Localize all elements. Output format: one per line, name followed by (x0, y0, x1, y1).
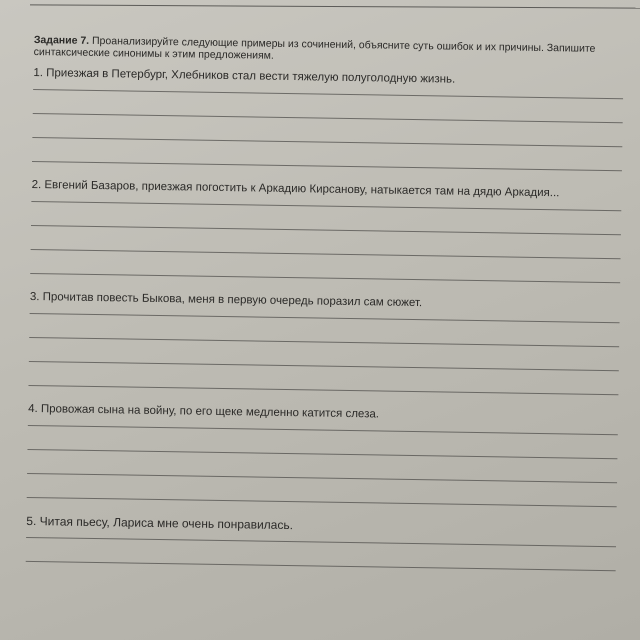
writing-line (29, 337, 619, 347)
exercise-item-4 (27, 402, 618, 507)
task-heading (34, 34, 624, 67)
exercise-item-5 (26, 514, 617, 571)
task-content (26, 34, 624, 571)
writing-line (27, 473, 617, 483)
task-instruction: Проанализируйте следующие примеры из сочинений, объясните суть ошибок и их причины. Запишите синтаксические синонимы к этим предложениям. (33, 34, 596, 62)
writing-line (28, 425, 618, 435)
writing-line (33, 113, 623, 123)
writing-line (29, 361, 619, 371)
writing-line (31, 201, 621, 211)
exercise-sentence-2: 2. Евгений Базаров, приезжая погостить к Аркадию Кирсанову, натыкается там на дядю Аркадия... (31, 178, 560, 200)
exercise-sentence-3: 3. Прочитав повесть Быкова, меня в первую очередь поразил сам сюжет. (29, 290, 423, 310)
exercise-sentence-1: 1. Приезжая в Петербург, Хлебников стал вести тяжелую полуголодную жизнь. (33, 66, 456, 86)
writing-line (27, 497, 617, 507)
writing-line (31, 225, 621, 235)
writing-line (31, 249, 621, 259)
writing-line (32, 161, 622, 171)
exercise-sentence-5: 5. Читая пьесу, Лариса мне очень понравилась. (26, 513, 294, 533)
writing-line (27, 449, 617, 459)
task-label: Задание 7. (33, 34, 90, 47)
writing-line (26, 537, 616, 547)
writing-line (32, 137, 622, 147)
writing-line (33, 89, 623, 99)
top-writing-line (30, 4, 640, 8)
writing-line (30, 313, 620, 323)
exercise-item-1 (32, 66, 623, 171)
exercise-sentence-4: 4. Провожая сына на войну, по его щеке медленно катится слеза. (28, 402, 380, 421)
writing-line (28, 385, 618, 395)
exercise-item-3 (28, 290, 619, 395)
exercise-item-2 (30, 178, 621, 283)
writing-line (30, 273, 620, 283)
writing-line (26, 561, 616, 571)
